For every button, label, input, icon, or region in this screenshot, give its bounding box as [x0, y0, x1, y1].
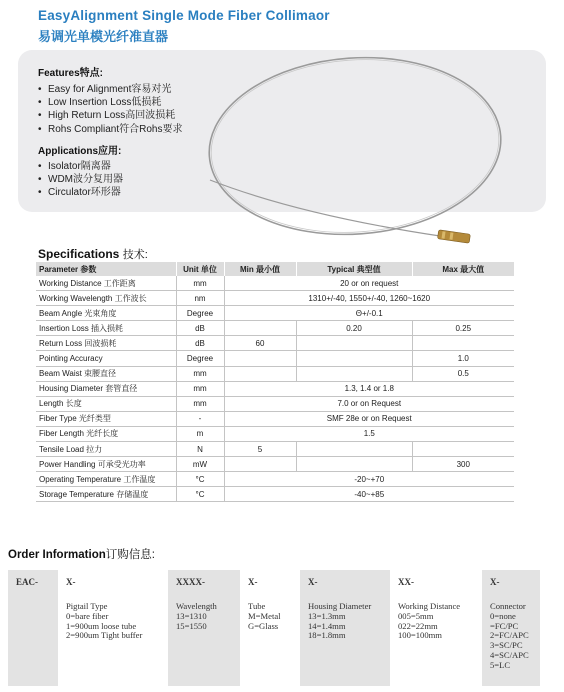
table-cell: 60	[224, 336, 296, 351]
column-header: Max 最大值	[412, 262, 514, 276]
table-cell: °C	[176, 487, 224, 502]
table-cell: 0.5	[412, 366, 514, 381]
table-cell	[296, 336, 412, 351]
order-column-pigtail	[58, 570, 168, 686]
table-cell: m	[176, 426, 224, 441]
column-header: Unit 单位	[176, 262, 224, 276]
table-cell: mm	[176, 396, 224, 411]
table-cell	[412, 336, 514, 351]
features-list	[38, 83, 183, 136]
order-information-heading: Order Information订购信息:	[8, 549, 155, 561]
table-row	[36, 396, 514, 411]
table-cell: N	[176, 442, 224, 457]
table-row	[36, 336, 514, 351]
table-cell	[296, 442, 412, 457]
feature-item: • Rohs Compliant符合Rohs要求	[38, 123, 183, 136]
table-cell: 1.3, 1.4 or 1.8	[224, 381, 514, 396]
order-description: Connector 0=none =FC/PC 2=FC/APC 3=SC/PC 4=SC/APC 5=LC	[490, 601, 529, 670]
application-item: • Circulator环形器	[38, 186, 123, 199]
table-cell: Operating Temperature 工作温度	[36, 472, 176, 487]
table-cell: 0.25	[412, 321, 514, 336]
order-description: Tube M=Metal G=Glass	[248, 601, 281, 631]
table-cell: Degree	[176, 351, 224, 366]
table-cell: °C	[176, 472, 224, 487]
order-code: X-	[248, 577, 258, 587]
application-item: • Isolator隔离器	[38, 160, 123, 173]
applications-list	[38, 160, 123, 200]
table-cell: 1310+/-40, 1550+/-40, 1260~1620	[224, 291, 514, 306]
table-cell	[296, 351, 412, 366]
table-row	[36, 366, 514, 381]
title-chinese: 易调光单模光纤准直器	[38, 29, 169, 44]
table-row	[36, 321, 514, 336]
table-row	[36, 381, 514, 396]
table-cell: Fiber Type 光纤类型	[36, 411, 176, 426]
table-cell: Insertion Loss 插入损耗	[36, 321, 176, 336]
table-cell: nm	[176, 291, 224, 306]
column-header: Min 最小值	[224, 262, 296, 276]
table-cell: -40~+85	[224, 487, 514, 502]
table-cell	[224, 457, 296, 472]
feature-item: • High Return Loss高回波损耗	[38, 109, 183, 122]
order-code: X-	[490, 577, 500, 587]
table-cell: dB	[176, 336, 224, 351]
table-cell: 300	[412, 457, 514, 472]
order-column-housing	[300, 570, 390, 686]
table-cell: Θ+/-0.1	[224, 306, 514, 321]
table-row	[36, 351, 514, 366]
table-cell: dB	[176, 321, 224, 336]
table-row	[36, 426, 514, 441]
column-header: Parameter 参数	[36, 262, 176, 276]
table-cell: Working Distance 工作距离	[36, 276, 176, 291]
order-column-working-distance	[390, 570, 482, 686]
order-code: XXXX-	[176, 577, 205, 587]
table-cell: mm	[176, 276, 224, 291]
table-cell: mm	[176, 381, 224, 396]
order-column-prefix	[8, 570, 58, 686]
table-cell: -	[176, 411, 224, 426]
order-column-tube	[240, 570, 300, 686]
table-cell: 20 or on request	[224, 276, 514, 291]
table-cell: Fiber Length 光纤长度	[36, 426, 176, 441]
features-section	[38, 64, 183, 136]
table-row	[36, 306, 514, 321]
table-row	[36, 411, 514, 426]
table-cell: mW	[176, 457, 224, 472]
order-description: Housing Diameter 13=1.3mm 14=1.4mm 18=1.8mm	[308, 601, 372, 641]
table-cell: Pointing Accuracy	[36, 351, 176, 366]
order-column-connector	[482, 570, 540, 686]
feature-item: • Easy for Alignment容易对光	[38, 83, 183, 96]
table-cell: 1.0	[412, 351, 514, 366]
table-cell: 0.20	[296, 321, 412, 336]
table-cell: mm	[176, 366, 224, 381]
table-header-row	[36, 262, 514, 276]
applications-section	[38, 142, 123, 200]
table-cell: Return Loss 回波损耗	[36, 336, 176, 351]
table-cell: Degree	[176, 306, 224, 321]
order-code: EAC-	[16, 577, 38, 587]
title-english: EasyAlignment Single Mode Fiber Collimaor	[38, 8, 330, 23]
table-cell	[296, 366, 412, 381]
specifications-table	[36, 262, 514, 502]
table-row	[36, 457, 514, 472]
table-row	[36, 276, 514, 291]
table-cell: -20~+70	[224, 472, 514, 487]
table-cell	[296, 457, 412, 472]
table-row	[36, 472, 514, 487]
table-cell: Storage Temperature 存储温度	[36, 487, 176, 502]
table-cell	[224, 366, 296, 381]
table-cell: 1.5	[224, 426, 514, 441]
order-description: Wavelength 13=1310 15=1550	[176, 601, 217, 631]
table-row	[36, 291, 514, 306]
table-cell	[412, 442, 514, 457]
order-code: X-	[66, 577, 76, 587]
table-cell: 7.0 or on Request	[224, 396, 514, 411]
table-cell: Beam Waist 束腰直径	[36, 366, 176, 381]
table-cell	[224, 321, 296, 336]
table-cell: Tensile Load 拉力	[36, 442, 176, 457]
order-description: Working Distance 005=5mm 022=22mm 100=100mm	[398, 601, 461, 641]
table-cell: Housing Diameter 套管直径	[36, 381, 176, 396]
order-code-strip	[8, 570, 540, 686]
applications-heading: Applications应用:	[38, 146, 122, 157]
application-item: • WDM波分复用器	[38, 173, 123, 186]
table-cell: Power Handling 可承受光功率	[36, 457, 176, 472]
table-cell: Working Wavelength 工作波长	[36, 291, 176, 306]
order-description: Pigtail Type 0=bare fiber 1=900um loose tube 2=900um Tight buffer	[66, 601, 143, 641]
table-row	[36, 487, 514, 502]
table-cell: 5	[224, 442, 296, 457]
order-column-wavelength	[168, 570, 240, 686]
specifications-heading: Specifications 技术:	[38, 247, 148, 261]
order-code: X-	[308, 577, 318, 587]
table-cell: Beam Angle 光束角度	[36, 306, 176, 321]
column-header: Typical 典型值	[296, 262, 412, 276]
feature-item: • Low Insertion Loss低损耗	[38, 96, 183, 109]
table-cell: Length 长度	[36, 396, 176, 411]
table-cell	[224, 351, 296, 366]
features-heading: Features特点:	[38, 68, 104, 79]
table-row	[36, 442, 514, 457]
order-code: XX-	[398, 577, 414, 587]
table-cell: SMF 28e or on Request	[224, 411, 514, 426]
